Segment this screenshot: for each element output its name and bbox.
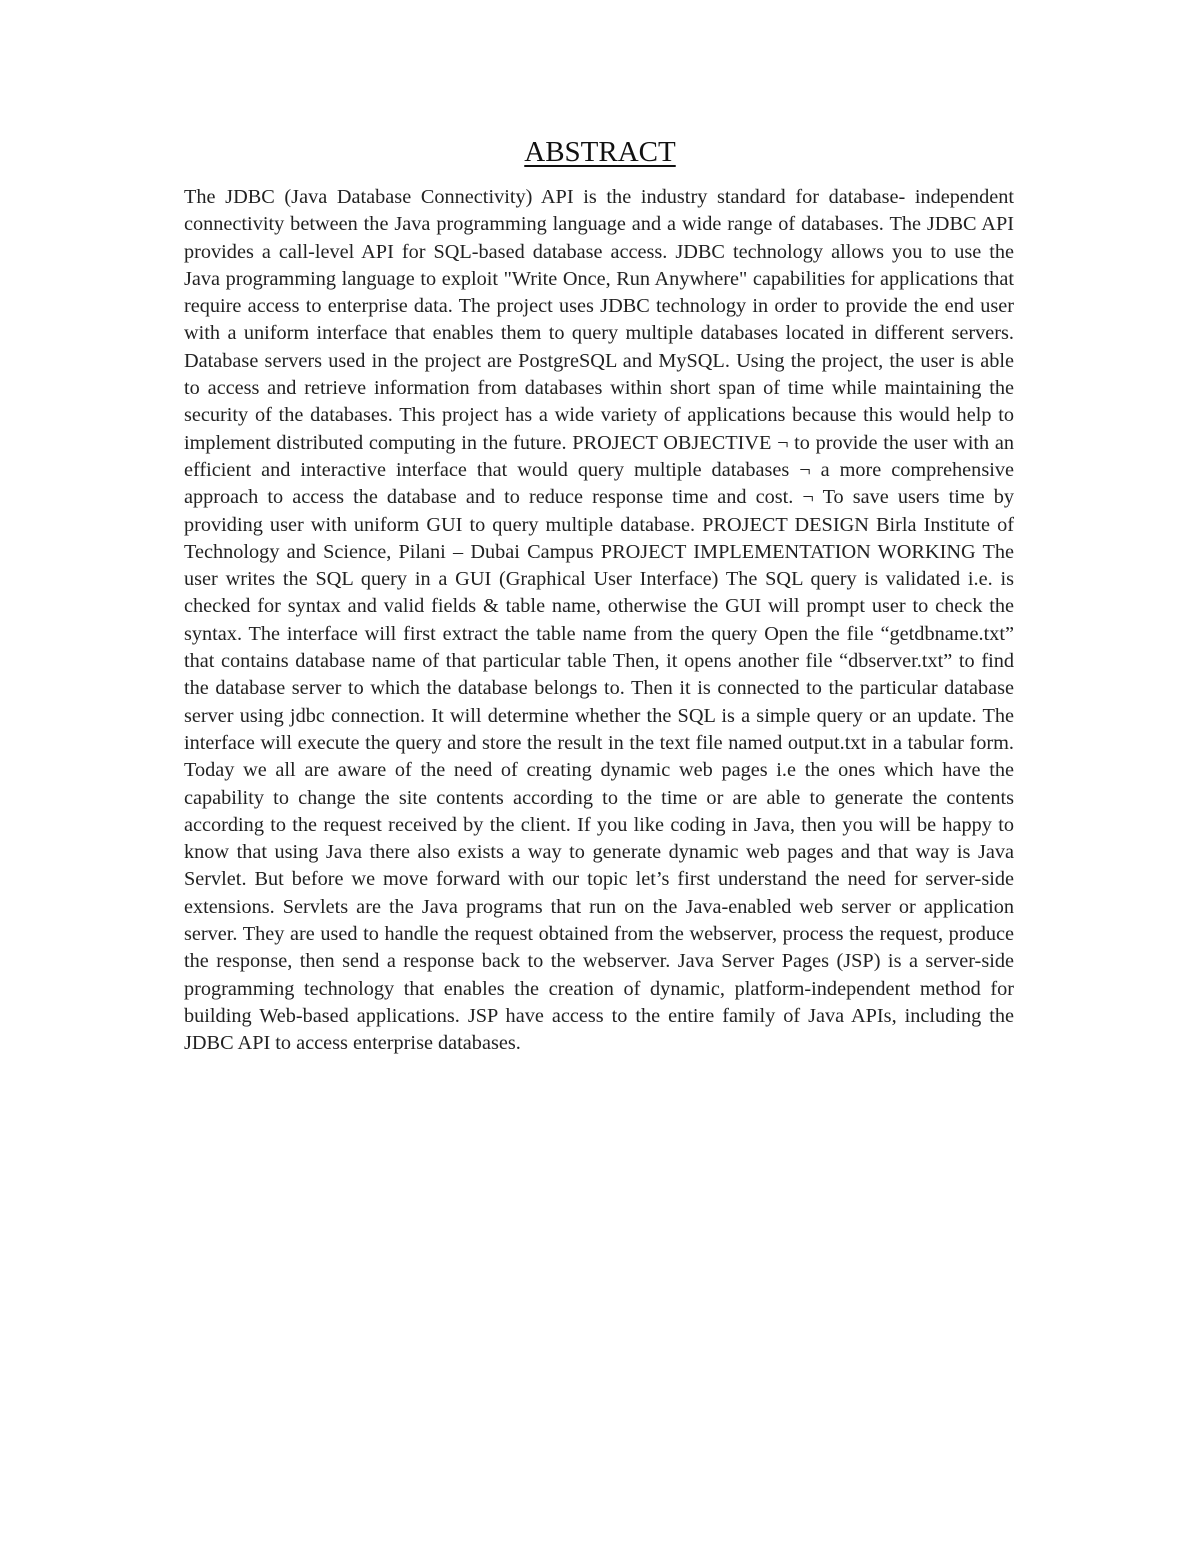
page-title: ABSTRACT (524, 136, 676, 168)
abstract-body: The JDBC (Java Database Connectivity) API is the industry standard for database- independent connectivity between the Java programming language and a wide range of databases. The JDBC API provides a call-level API for SQL-based database access. JDBC technology allows you to use the Java programming language to exploit "Write Once, Run Anywhere" capabilities for applications that require access to enterprise data. The project uses JDBC technology in order to provide the end user with a uniform interface that enables them to query multiple databases located in different servers. Database servers used in the project are PostgreSQL and MySQL. Using the project, the user is able to access and retrieve information from databases within short span of time while maintaining the security of the databases. This project has a wide variety of applications because this would help to implement distributed computing in the future. PROJECT OBJECTIVE ¬ to provide the user with an efficient and interactive interface that would query multiple databases ¬ a more comprehensive approach to access the database and to reduce response time and cost. ¬ To save users time by providing user with uniform GUI to query multiple database. PROJECT DESIGN Birla Institute of Technology and Science, Pilani – Dubai Campus PROJECT IMPLEMENTATION WORKING The user writes the SQL query in a GUI (Graphical User Interface) The SQL query is validated i.e. is checked for syntax and valid fields & table name, otherwise the GUI will prompt user to check the syntax. The interface will first extract the table name from the query Open the file “getdbname.txt” that contains database name of that particular table Then, it opens another file “dbserver.txt” to find the database server to which the database belongs to. Then it is connected to the particular database server using jdbc connection. It will determine whether the SQL is a simple query or an update. The interface will execute the query and store the result in the text file named output.txt in a tabular form. Today we all are aware of the need of creating dynamic web pages i.e the ones which have the capability to change the site contents according to the time or are able to generate the contents according to the request received by the client. If you like coding in Java, then you will be happy to know that using Java there also exists a way to generate dynamic web pages and that way is Java Servlet. But before we move forward with our topic let’s first understand the need for server-side extensions. Servlets are the Java programs that run on the Java-enabled web server or application server. They are used to handle the request obtained from the webserver, process the request, produce the response, then send a response back to the webserver. Java Server Pages (JSP) is a server-side programming technology that enables the creation of dynamic, platform-independent method for building Web-based applications. JSP have access to the entire family of Java APIs, including the JDBC API to access enterprise databases. (184, 186, 1014, 1055)
